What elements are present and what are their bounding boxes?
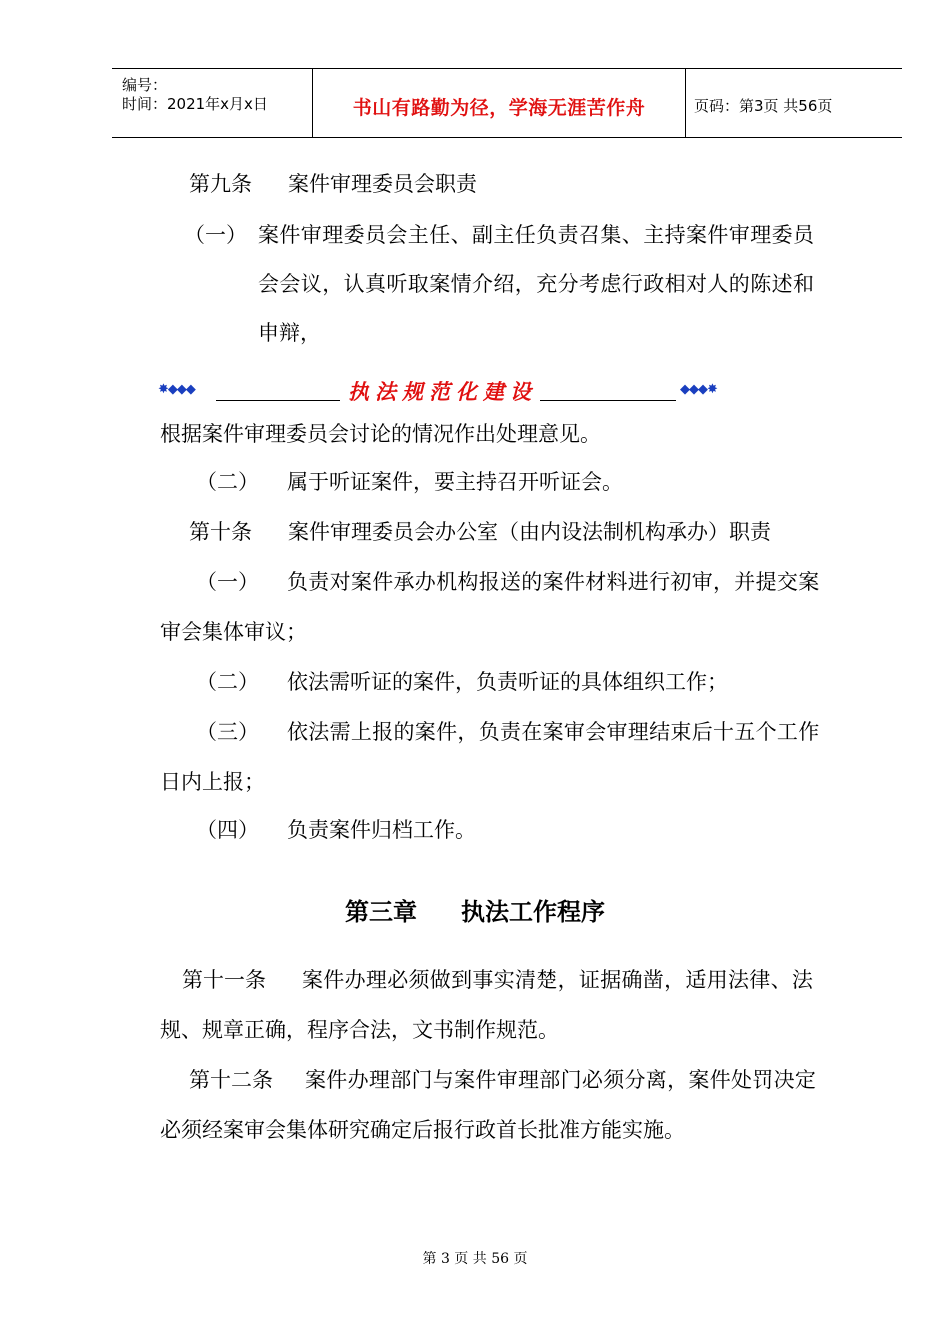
article-11: [182, 970, 813, 991]
article-9-item-2-label: （二）: [196, 470, 259, 494]
article-10-item-4-line-1: 负责案件归档工作。: [287, 818, 476, 842]
article-10-item-4-label: （四）: [196, 818, 259, 842]
banner-title: 执法规范化建设: [348, 380, 537, 404]
header-motto: 书山有路勤为径，学海无涯苦作舟: [352, 97, 646, 119]
chapter-title: 执法工作程序: [461, 898, 605, 926]
chapter-heading: [0, 892, 950, 927]
article-10-item-1: [196, 572, 820, 593]
article-10-item-1-line-2: 审会集体审议；: [160, 620, 307, 644]
article-9-item-1-line-1: 案件审理委员会主任、副主任负责召集、主持案件审理委员: [258, 223, 815, 247]
banner-ornament-left: ✸◆◆◆: [158, 382, 195, 397]
article-10-item-3-line-2: 日内上报；: [160, 770, 265, 794]
article-9-item-2: [196, 472, 623, 493]
article-10-item-1-label: （一）: [196, 570, 259, 594]
header-meta-cell: [112, 69, 313, 137]
article-9-item-2-text: 属于听证案件，要主持召开听证会。: [287, 470, 623, 494]
article-10-title: 案件审理委员会办公室（由内设法制机构承办）职责: [288, 520, 771, 544]
section-banner: [158, 376, 738, 406]
banner-rule-left: [216, 400, 340, 401]
continued-paragraph: 根据案件审理委员会讨论的情况作出处理意见。: [160, 422, 601, 446]
header-motto-cell: [313, 69, 686, 137]
page-footer: 第 3 页 共 56 页: [422, 1251, 528, 1267]
article-12-label: 第十二条: [189, 1068, 273, 1092]
article-10-item-1-line-1: 负责对案件承办机构报送的案件材料进行初审，并提交案: [287, 570, 820, 594]
article-11-label: 第十一条: [182, 968, 266, 992]
banner-rule-right: [540, 400, 676, 401]
article-10-item-2-line-1: 依法需听证的案件，负责听证的具体组织工作；: [287, 670, 728, 694]
article-10-heading: [189, 522, 771, 543]
article-10-item-4: [196, 820, 476, 841]
article-9-item-1-line-2: 会会议，认真听取案情介绍，充分考虑行政相对人的陈述和: [258, 272, 815, 296]
article-10-item-3: [196, 722, 820, 743]
article-9-label: 第九条: [189, 172, 252, 196]
page-header: [112, 68, 902, 138]
article-11-line-1: 案件办理必须做到事实清楚，证据确凿，适用法律、法: [302, 968, 814, 992]
document-number-label: 编号：: [122, 76, 168, 94]
article-11-line-2: 规、规章正确，程序合法，文书制作规范。: [160, 1018, 559, 1042]
article-12-line-1: 案件办理部门与案件审理部门必须分离，案件处罚决定: [305, 1068, 817, 1092]
article-12-line-2: 必须经案审会集体研究确定后报行政首长批准方能实施。: [160, 1118, 685, 1142]
article-10-item-3-line-1: 依法需上报的案件，负责在案审会审理结束后十五个工作: [287, 720, 820, 744]
article-10-item-2: [196, 672, 728, 693]
header-page-info: 页码：第3页 共56页: [694, 97, 833, 115]
header-page-cell: [686, 69, 902, 137]
article-10-label: 第十条: [189, 520, 252, 544]
article-9-item-1-label: （一）: [184, 223, 247, 247]
chapter-label: 第三章: [345, 898, 417, 926]
article-9-heading: [189, 174, 477, 195]
article-9-title: 案件审理委员会职责: [288, 172, 477, 196]
banner-ornament-right: ◆◆◆✸: [680, 382, 717, 397]
article-10-item-3-label: （三）: [196, 720, 259, 744]
article-10-item-2-label: （二）: [196, 670, 259, 694]
document-time-label: 时间：2021年x月x日: [122, 95, 268, 113]
article-9-item-1-line-3: 申辩，: [258, 321, 321, 345]
article-12: [189, 1070, 816, 1091]
